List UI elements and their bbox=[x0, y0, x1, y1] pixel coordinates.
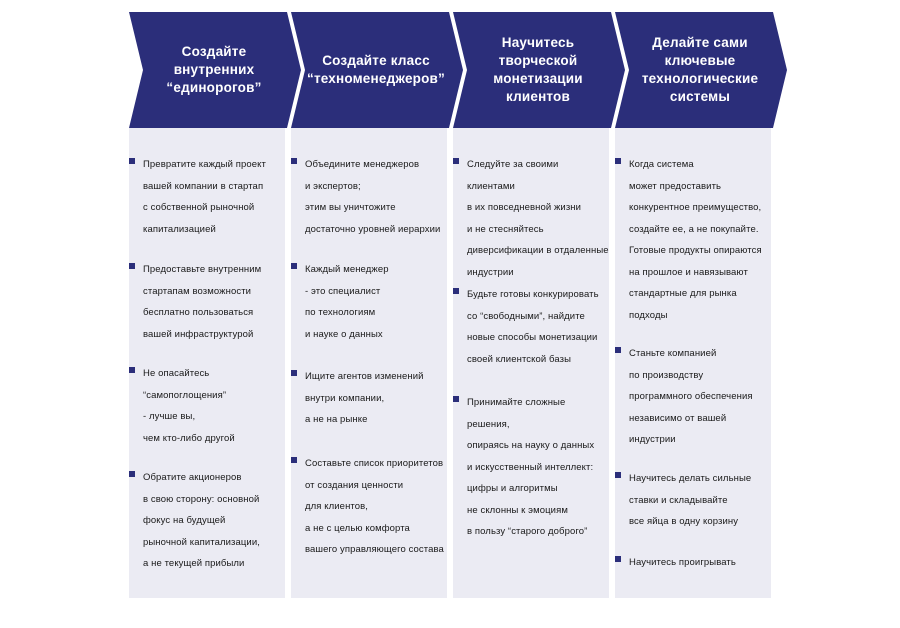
bullet-square-icon bbox=[129, 367, 135, 373]
bullet-square-icon bbox=[615, 158, 621, 164]
list-item-text: Составьте список приоритетов от создания ценности для клиентов, а не с целью комфорта вашего управляющего состава bbox=[305, 458, 444, 555]
column-2-header bbox=[291, 12, 463, 128]
list-item-text: Превратите каждый проект вашей компании в стартап с собственной рыночной капитализацией bbox=[143, 159, 266, 235]
bullet-square-icon bbox=[615, 556, 621, 562]
bullet-square-icon bbox=[453, 396, 459, 402]
list-item-text: Станьте компанией по производству программного обеспечения независимо от вашей индустрии bbox=[629, 348, 753, 445]
list-item-text: Научитесь проигрывать bbox=[629, 557, 736, 568]
column-3-header bbox=[453, 12, 625, 128]
list-item-text: Обратите акционеров в свою сторону: основной фокус на будущей рыночной капитализации, а не текущей прибыли bbox=[143, 472, 260, 569]
column-2-title: Создайте класс “техноменеджеров” bbox=[307, 53, 445, 86]
column-4 bbox=[615, 12, 771, 598]
list-item-text: Следуйте за своими клиентами в их повседневной жизни и не стесняйтесь диверсификации в отдаленные индустрии bbox=[467, 159, 609, 278]
bullet-square-icon bbox=[453, 288, 459, 294]
bullet-square-icon bbox=[129, 158, 135, 164]
column-3 bbox=[453, 12, 609, 598]
list-item-text: Предоставьте внутренним стартапам возможности бесплатно пользоваться вашей инфраструктурой bbox=[143, 264, 262, 340]
bullet-square-icon bbox=[291, 457, 297, 463]
column-2 bbox=[291, 12, 447, 598]
list-item-text: Ищите агентов изменений внутри компании, а не на рынке bbox=[305, 371, 424, 425]
bullet-square-icon bbox=[615, 347, 621, 353]
bullet-square-icon bbox=[291, 263, 297, 269]
bullet-square-icon bbox=[291, 370, 297, 376]
list-item-text: Научитесь делать сильные ставки и складывайте все яйца в одну корзину bbox=[629, 473, 752, 527]
list-item-text: Будьте готовы конкурировать со “свободными”, найдите новые способы монетизации своей клиентской базы bbox=[467, 289, 599, 365]
bullet-square-icon bbox=[615, 472, 621, 478]
list-item-text: Когда система может предоставить конкурентное преимущество, создайте ее, а не покупайте. Готовые продукты опираются на прошлое и навязывают стандартные для рынка подходы bbox=[629, 159, 762, 321]
bullet-square-icon bbox=[453, 158, 459, 164]
column-1 bbox=[129, 12, 285, 598]
bullet-square-icon bbox=[129, 471, 135, 477]
bullet-square-icon bbox=[129, 263, 135, 269]
list-item-text: Принимайте сложные решения, опираясь на науку о данных и искусственный интеллект: цифры и алгоритмы не склонны к эмоциям в пользу “старого доброго” bbox=[467, 397, 595, 537]
column-4-header bbox=[615, 12, 787, 128]
bullet-square-icon bbox=[291, 158, 297, 164]
list-item-text: Каждый менеджер - это специалист по технологиям и науке о данных bbox=[305, 264, 389, 340]
column-1-title: Создайте внутренних “единорогов” bbox=[166, 44, 262, 95]
column-1-header bbox=[129, 12, 301, 128]
list-item-text: Объедините менеджеров и экспертов; этим вы уничтожите достаточно уровней иерархии bbox=[305, 159, 441, 235]
list-item-text: Не опасайтесь “самопоглощения” - лучше вы, чем кто-либо другой bbox=[143, 368, 235, 444]
column-4-title: Делайте сами ключевые технологические системы bbox=[641, 35, 759, 104]
column-3-title: Научитесь творческой монетизации клиентов bbox=[493, 35, 583, 104]
